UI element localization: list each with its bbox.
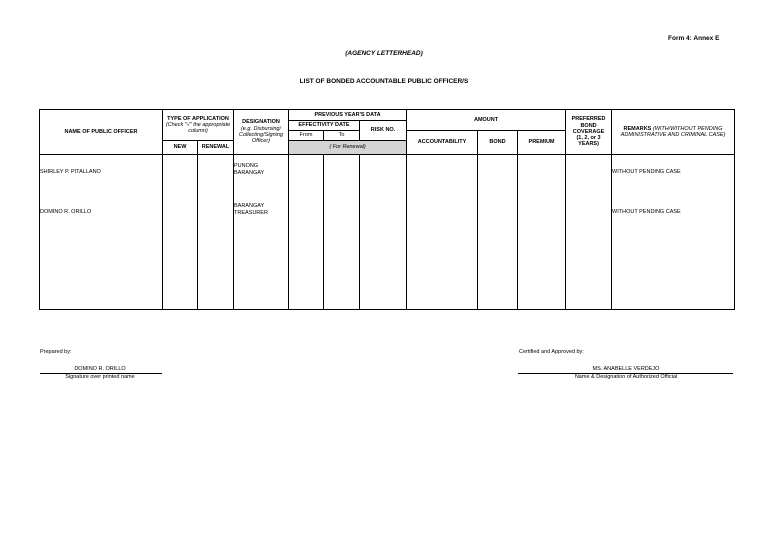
renewal-column <box>198 155 234 310</box>
header-accountability: ACCOUNTABILITY <box>407 131 478 155</box>
type-application-label: TYPE OF APPLICATION <box>167 115 229 122</box>
document-title: LIST OF BONDED ACCOUNTABLE PUBLIC OFFICER/S <box>299 78 469 85</box>
header-designation <box>234 110 289 155</box>
header-to: To <box>324 131 360 141</box>
agency-letterhead: (AGENCY LETTERHEAD) <box>345 50 423 57</box>
premium-column <box>518 155 566 310</box>
header-premium: PREMIUM <box>518 131 566 155</box>
names-column <box>40 155 163 310</box>
officer-name: DOMINO R. ORILLO <box>40 209 92 215</box>
header-effectivity-date: EFFECTIVITY DATE <box>289 121 360 131</box>
remarks-label: REMARKS <box>623 125 652 132</box>
preferred-coverage-note: (1, 2, or 3 YEARS) <box>576 135 601 148</box>
officer-designation: BARANGAY TREASURER <box>234 203 268 216</box>
prepared-by-label: Prepared by: <box>40 349 72 355</box>
designation-note: (e.g. Disbursing/ Collecting/Signing Officer) <box>238 125 284 145</box>
prepared-by-caption: Signature over printed name <box>65 374 135 380</box>
header-renewal: RENEWAL <box>198 141 234 155</box>
header-name: NAME OF PUBLIC OFFICER <box>40 110 163 155</box>
remarks-note: (WITH/WITHOUT PENDING ADMINISTRATIVE AND CRIMINAL CASE) <box>620 125 726 138</box>
approved-by-caption: Name & Designation of Authorized Official <box>574 374 678 380</box>
designation-label: DESIGNATION <box>242 119 280 126</box>
header-preferred-coverage <box>566 110 612 155</box>
prepared-by-name: DOMINO R. ORILLO <box>74 366 126 372</box>
header-for-renewal: ( For Renewal) <box>289 141 407 155</box>
officer-remarks: WITHOUT PENDING CASE <box>612 169 681 175</box>
header-type-application <box>163 110 234 141</box>
approved-by-name: MS. ANABELLE VERDEJO <box>592 366 660 372</box>
new-column <box>163 155 198 310</box>
form-number: Form 4: Annex E <box>668 35 720 42</box>
accountability-column <box>407 155 478 310</box>
remarks-column <box>612 155 735 310</box>
header-amount: AMOUNT <box>407 110 566 131</box>
officer-designation: PUNONG BARANGAY <box>234 163 265 176</box>
header-previous-year: PREVIOUS YEAR'S DATA <box>289 110 407 121</box>
from-column <box>289 155 324 310</box>
to-column <box>324 155 360 310</box>
bond-column <box>478 155 518 310</box>
preferred-coverage-label: PREFERRED BOND COVERAGE <box>571 116 606 135</box>
type-application-note: (Check "√" the appropriate column) <box>165 121 231 135</box>
preferred-column <box>566 155 612 310</box>
risk-no-column <box>360 155 407 310</box>
approved-by-label: Certified and Approved by: <box>519 349 584 355</box>
header-new: NEW <box>163 141 198 155</box>
header-risk-no: RISK NO. <box>360 121 407 141</box>
officer-name: SHIRLEY P. PITALLANO <box>40 169 101 175</box>
header-bond: BOND <box>478 131 518 155</box>
designation-column <box>234 155 289 310</box>
header-remarks <box>612 110 735 155</box>
bonded-officers-table <box>39 109 735 310</box>
header-from: From <box>289 131 324 141</box>
officer-remarks: WITHOUT PENDING CASE <box>612 209 681 215</box>
